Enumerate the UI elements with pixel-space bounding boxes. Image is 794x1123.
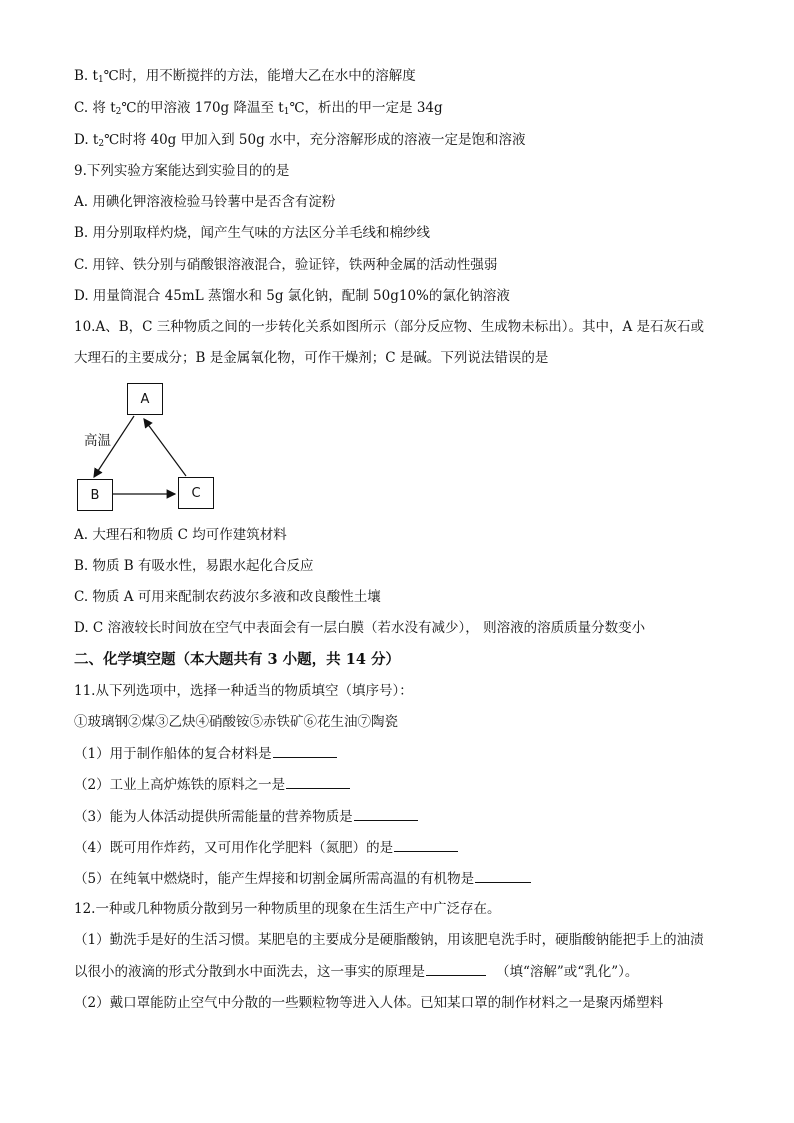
q12-part1-line1: （1）勤洗手是好的生活习惯。某肥皂的主要成分是硬脂酸钠，用该肥皂洗手时，硬脂酸钠能把手上的油渍 (74, 932, 704, 948)
answer-blank[interactable] (475, 868, 531, 883)
answer-blank[interactable] (273, 743, 337, 758)
q10-stem-line2: 大理石的主要成分；B 是金属氧化物，可作干燥剂；C 是碱。下列说法错误的是 (74, 350, 549, 366)
q12-part1-line2 (74, 961, 638, 982)
q8-option-b (74, 66, 416, 90)
subscript: 2 (115, 107, 122, 117)
answer-blank[interactable] (286, 774, 350, 789)
q8-option-c (74, 98, 443, 122)
q9-option-b: B. 用分别取样灼烧，闻产生气味的方法区分羊毛线和棉纱线 (74, 225, 431, 241)
q11-part4 (74, 837, 458, 858)
q8-option-b-text: B. t (74, 68, 98, 84)
answer-blank[interactable] (354, 806, 418, 821)
q12-part2-line1: （2）戴口罩能防止空气中分散的一些颗粒物等进入人体。已知某口罩的制作材料之一是聚丙烯塑料 (74, 995, 664, 1011)
q12-part1-line2-text: 以很小的液滴的形式分散到水中面洗去，这一事实的原理是 (74, 964, 425, 980)
q10-option-d: D. C 溶液较长时间放在空气中表面会有一层白膜（若水没有减少）， 则溶液的溶质质量分数变小 (74, 620, 646, 636)
q10-option-c: C. 物质 A 可用来配制农药波尔多液和改良酸性土壤 (74, 589, 381, 605)
q10-option-b: B. 物质 B 有吸水性，易跟水起化合反应 (74, 558, 314, 574)
q11-part5-text: （5）在纯氧中燃烧时，能产生焊接和切割金属所需高温的有机物是 (74, 871, 475, 887)
q12-part1-line2-hint: （填“溶解”或“乳化”）。 (496, 964, 639, 980)
q11-part5 (74, 868, 531, 889)
q11-part4-text: （4）既可用作炸药，又可用作化学肥料（氮肥）的是 (74, 840, 394, 856)
answer-blank[interactable] (426, 961, 486, 976)
q11-part1 (74, 743, 337, 764)
edge-label-high-temp: 高温 (84, 433, 111, 449)
q11-part3-text: （3）能为人体活动提供所需能量的营养物质是 (74, 809, 353, 825)
q11-part1-text: （1）用于制作船体的复合材料是 (74, 746, 272, 762)
q8-option-d (74, 130, 526, 154)
q9-option-a: A. 用碘化钾溶液检验马铃薯中是否含有淀粉 (74, 194, 336, 210)
q10-stem-line1: 10.A、B，C 三种物质之间的一步转化关系如图所示（部分反应物、生成物未标出）。其中，A 是石灰石或 (74, 319, 705, 335)
q12-stem: 12.一种或几种物质分散到另一种物质里的现象在生活生产中广泛存在。 (74, 901, 501, 917)
q9-option-d: D. 用量筒混合 45mL 蒸馏水和 5g 氯化钠，配制 50g10%的氯化钠溶液 (74, 288, 510, 304)
q11-options: ①玻璃钢②煤③乙炔④硝酸铵⑤赤铁矿⑥花生油⑦陶瓷 (74, 714, 398, 730)
q8-option-c-text-rest: ℃，析出的甲一定是 34g (289, 100, 443, 116)
arrow-c-to-a (144, 419, 186, 476)
q8-option-d-text-rest: ℃时将 40g 甲加入到 50g 水中，充分溶解形成的溶液一定是饱和溶液 (104, 132, 526, 148)
q11-part2-text: （2）工业上高炉炼铁的原料之一是 (74, 777, 286, 793)
q11-stem: 11.从下列选项中，选择一种适当的物质填空（填序号）： (74, 683, 413, 699)
q8-option-c-text-mid: ℃的甲溶液 170g 降温至 t (121, 100, 284, 116)
answer-blank[interactable] (394, 837, 458, 852)
q11-part3 (74, 806, 418, 827)
q11-part2 (74, 774, 350, 795)
q8-option-c-text: C. 将 t (74, 100, 116, 116)
q10-option-a: A. 大理石和物质 C 均可作建筑材料 (74, 527, 287, 543)
subscript: 2 (98, 139, 105, 149)
subscript: 1 (97, 75, 104, 85)
q9-option-c: C. 用锌、铁分别与硝酸银溶液混合，验证锌，铁两种金属的活动性强弱 (74, 257, 498, 273)
node-b: B (77, 479, 113, 511)
q8-option-b-text-rest: ℃时，用不断搅拌的方法，能增大乙在水中的溶解度 (103, 68, 416, 84)
node-c: C (178, 477, 214, 509)
subscript: 1 (283, 107, 290, 117)
node-a: A (127, 383, 163, 415)
transformation-diagram (74, 380, 234, 515)
q8-option-d-text: D. t (74, 132, 99, 148)
section-heading: 二、化学填空题（本大题共有 3 小题，共 14 分） (74, 651, 400, 668)
q9-stem: 9.下列实验方案能达到实验目的的是 (74, 163, 290, 179)
